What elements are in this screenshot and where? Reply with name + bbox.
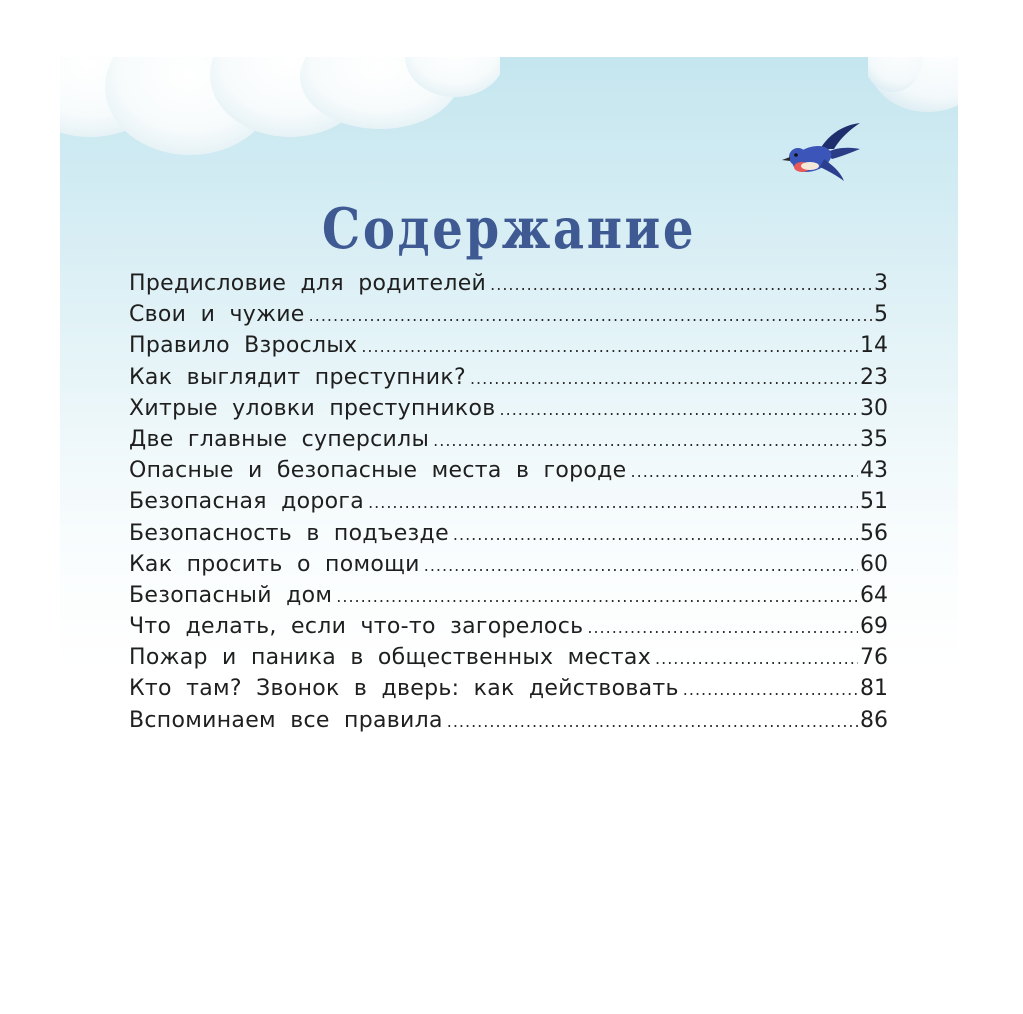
toc-entry xyxy=(129,708,888,739)
toc-leader-dots xyxy=(490,275,872,294)
toc-leader-dots xyxy=(433,431,858,450)
toc-entry xyxy=(129,427,888,458)
toc-leader-dots xyxy=(453,525,858,544)
toc-leader-dots xyxy=(500,400,858,419)
toc-entry xyxy=(129,583,888,614)
table-of-contents xyxy=(129,271,888,739)
toc-entry-title: Вспоминаем все правила xyxy=(129,707,443,733)
toc-entry-title: Хитрые уловки преступников xyxy=(129,395,496,421)
toc-entry-page: 76 xyxy=(860,645,888,671)
toc-entry xyxy=(129,271,888,302)
cloud-icon xyxy=(868,57,958,127)
toc-entry xyxy=(129,489,888,520)
toc-entry xyxy=(129,645,888,676)
toc-entry-title: Пожар и паника в общественных местах xyxy=(129,645,652,671)
cloud-icon xyxy=(60,57,500,177)
toc-entry-page: 35 xyxy=(860,426,888,452)
toc-entry-page: 60 xyxy=(860,551,888,577)
toc-entry xyxy=(129,552,888,583)
toc-entry-page: 81 xyxy=(860,676,888,702)
toc-entry-page: 30 xyxy=(860,395,888,421)
toc-entry-title: Безопасный дом xyxy=(129,582,333,608)
toc-entry-title: Опасные и безопасные места в городе xyxy=(129,458,627,484)
toc-entry xyxy=(129,614,888,645)
toc-entry-page: 69 xyxy=(860,614,888,640)
toc-entry-title: Безопасная дорога xyxy=(129,489,365,515)
toc-leader-dots xyxy=(336,587,858,606)
toc-entry-page: 5 xyxy=(874,302,888,328)
toc-entry-title: Предисловие для родителей xyxy=(129,271,487,296)
toc-entry-title: Правило Взрослых xyxy=(129,333,358,359)
toc-leader-dots xyxy=(683,680,858,699)
toc-entry xyxy=(129,676,888,707)
toc-leader-dots xyxy=(309,306,872,325)
toc-entry-title: Кто там? Звонок в дверь: как действовать xyxy=(129,676,679,702)
toc-entry-title: Как просить о помощи xyxy=(129,551,420,577)
toc-entry-page: 23 xyxy=(860,364,888,390)
toc-leader-dots xyxy=(470,369,858,388)
toc-entry xyxy=(129,396,888,427)
toc-entry-page: 3 xyxy=(874,271,888,296)
toc-entry-page: 64 xyxy=(860,582,888,608)
toc-leader-dots xyxy=(424,556,858,575)
page-title: Содержание xyxy=(321,196,697,262)
toc-entry-title: Что делать, если что-то загорелось xyxy=(129,614,584,640)
toc-leader-dots xyxy=(655,649,858,668)
toc-leader-dots xyxy=(631,462,858,481)
toc-entry-page: 56 xyxy=(860,520,888,546)
toc-entry xyxy=(129,521,888,552)
toc-entry xyxy=(129,302,888,333)
toc-entry-page: 14 xyxy=(860,333,888,359)
toc-entry-title: Свои и чужие xyxy=(129,302,305,328)
toc-entry-title: Как выглядит преступник? xyxy=(129,364,466,390)
toc-entry-page: 51 xyxy=(860,489,888,515)
toc-entry-page: 43 xyxy=(860,458,888,484)
toc-entry-title: Две главные суперсилы xyxy=(129,426,430,452)
swallow-bird-icon xyxy=(780,119,862,185)
toc-leader-dots xyxy=(447,712,858,731)
toc-leader-dots xyxy=(361,337,858,356)
toc-entry xyxy=(129,365,888,396)
toc-leader-dots xyxy=(587,618,858,637)
book-page xyxy=(60,57,958,757)
toc-entry-page: 86 xyxy=(860,707,888,733)
toc-leader-dots xyxy=(368,493,858,512)
toc-entry-title: Безопасность в подъезде xyxy=(129,520,449,546)
toc-entry xyxy=(129,333,888,364)
toc-entry xyxy=(129,458,888,489)
